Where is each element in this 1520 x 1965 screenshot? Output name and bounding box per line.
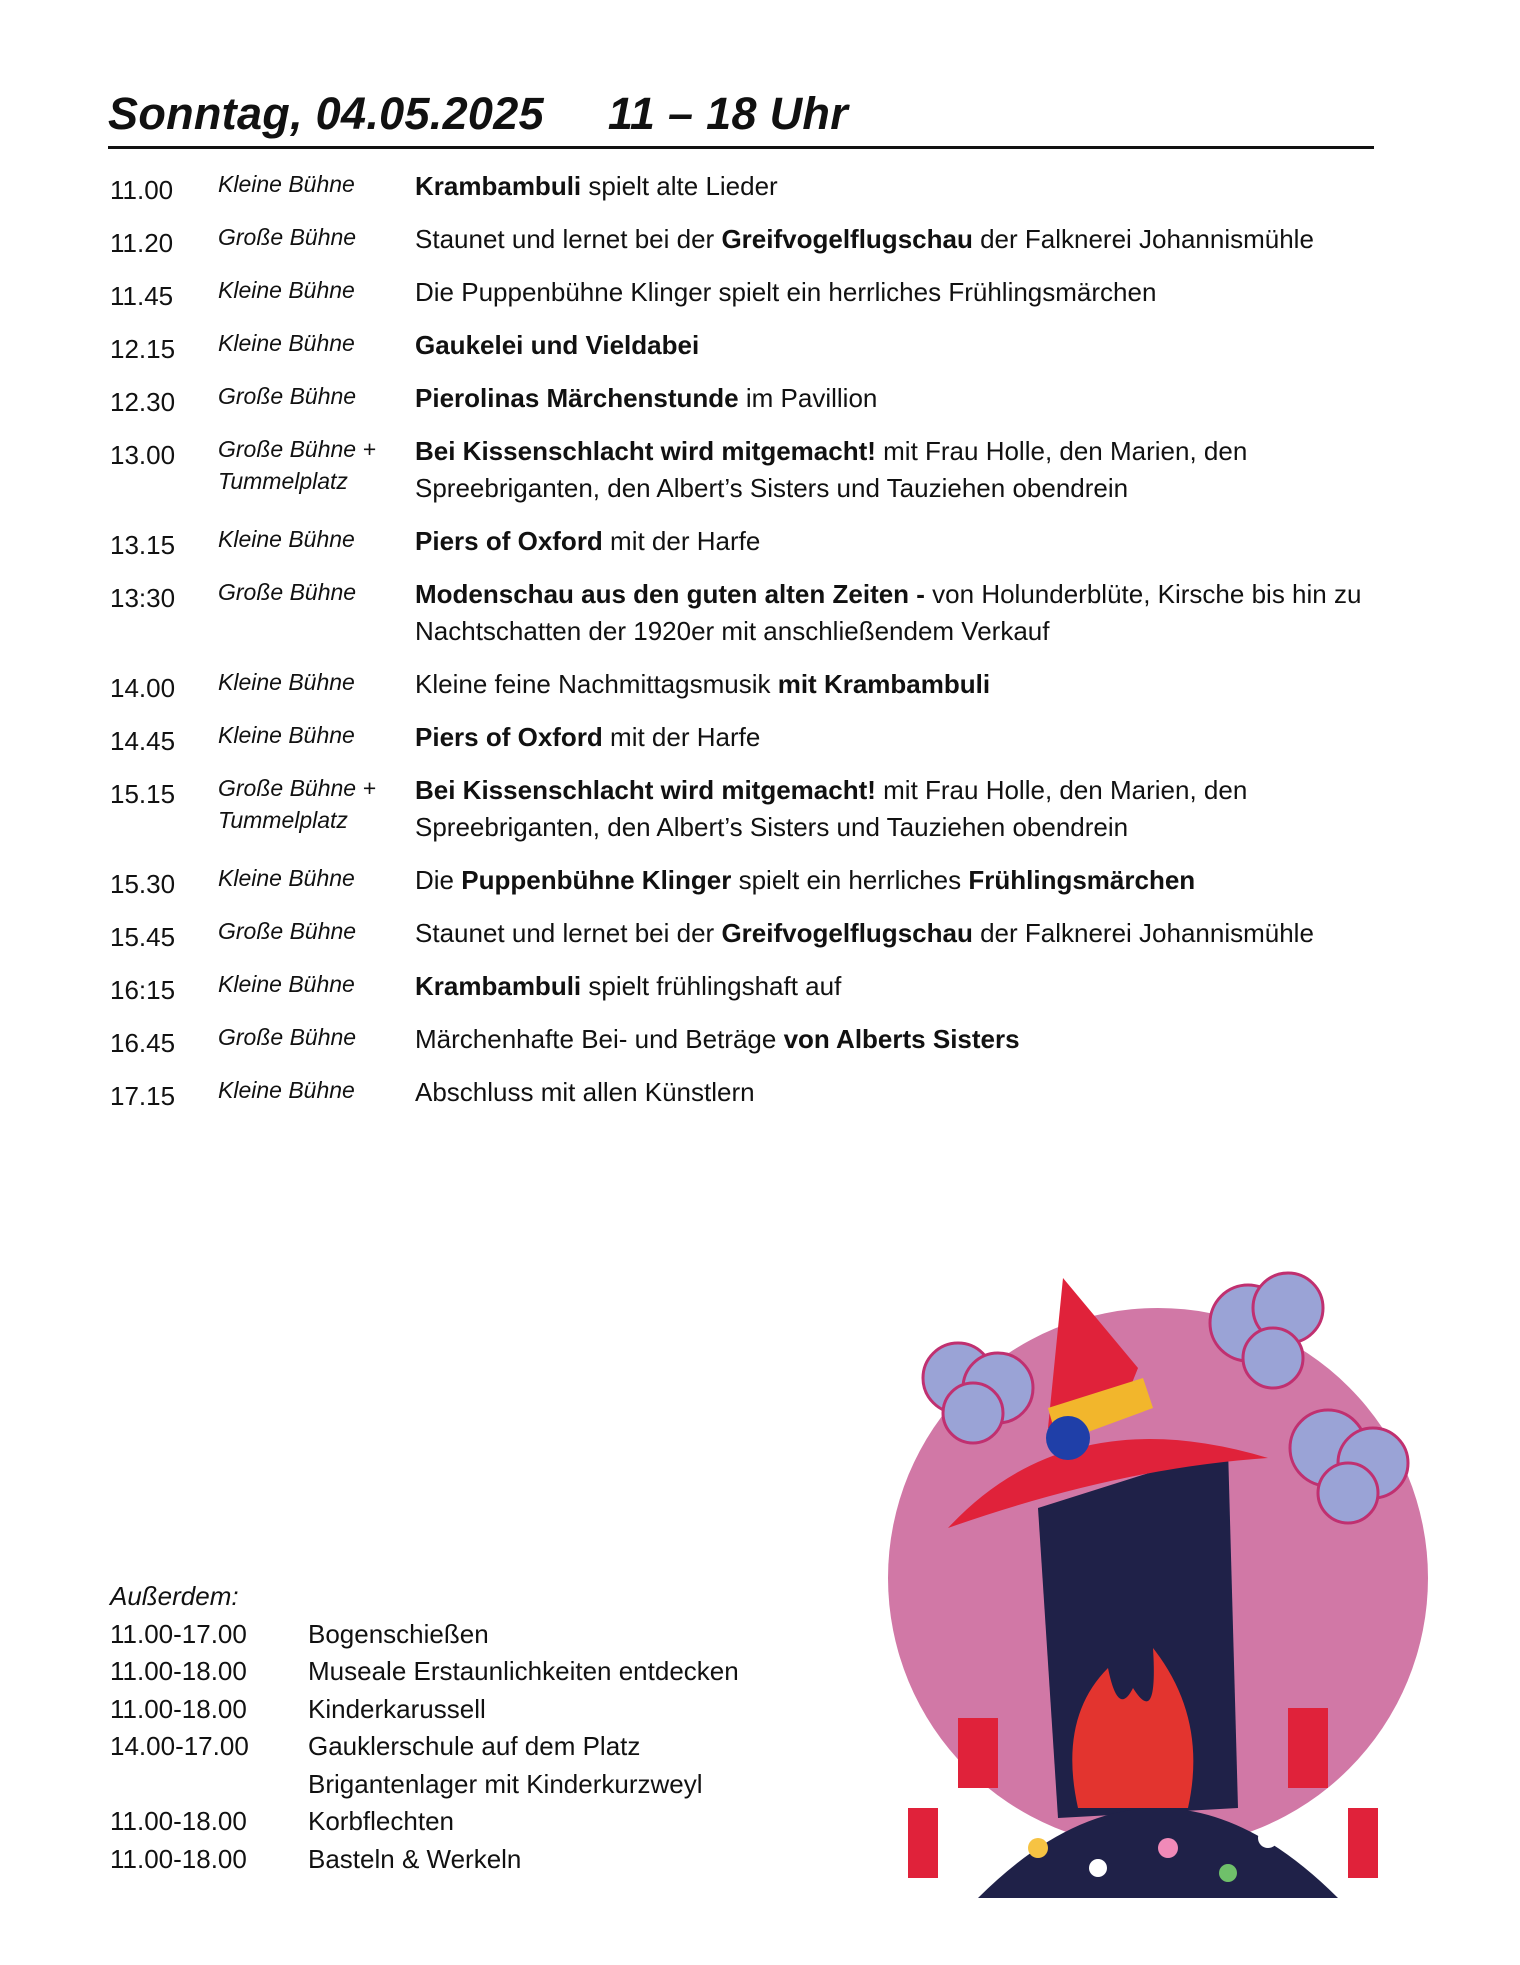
description-part: Die Puppenbühne Klinger spielt ein herrliches Frühlingsmärchen bbox=[415, 277, 1157, 307]
schedule-row bbox=[110, 221, 1430, 258]
extras-time: 14.00-17.00 bbox=[110, 1731, 249, 1761]
schedule-time: 16.45 bbox=[110, 1028, 176, 1058]
extras-row bbox=[110, 1841, 830, 1879]
description-part: Frühlingsmärchen bbox=[968, 865, 1196, 895]
extras-activity: Gauklerschule auf dem Platz bbox=[308, 1731, 641, 1761]
schedule-row bbox=[110, 1021, 1430, 1058]
description-part: Krambambuli bbox=[415, 171, 582, 201]
schedule-description bbox=[415, 915, 1415, 952]
schedule-stage: Große Bühne + Tummelplatz bbox=[218, 775, 376, 833]
schedule-description bbox=[415, 772, 1415, 846]
extras-activity: Kinderkarussell bbox=[308, 1693, 486, 1724]
schedule-time: 17.15 bbox=[110, 1081, 176, 1111]
schedule-row bbox=[110, 380, 1430, 417]
description-part: der Falknerei Johannismühle bbox=[972, 918, 1314, 948]
schedule-stage: Große Bühne bbox=[218, 224, 357, 250]
extras-time: 11.00-18.00 bbox=[110, 1806, 247, 1836]
schedule-row bbox=[110, 719, 1430, 756]
schedule-stage: Große Bühne bbox=[218, 1024, 357, 1050]
schedule-description bbox=[415, 274, 1415, 311]
schedule-time: 12.30 bbox=[110, 387, 176, 417]
schedule-stage: Kleine Bühne bbox=[218, 330, 355, 356]
flower-hill bbox=[978, 1808, 1338, 1898]
extras-activity: Basteln & Werkeln bbox=[308, 1843, 522, 1874]
description-part: spielt frühlingshaft auf bbox=[581, 971, 842, 1001]
schedule-description bbox=[415, 433, 1415, 507]
schedule-row bbox=[110, 862, 1430, 899]
schedule-stage: Kleine Bühne bbox=[218, 171, 355, 197]
schedule-description bbox=[415, 666, 1415, 703]
extras-row bbox=[110, 1653, 830, 1691]
schedule-stage: Kleine Bühne bbox=[218, 526, 355, 552]
schedule-description bbox=[415, 380, 1415, 417]
description-part: der Falknerei Johannismühle bbox=[972, 224, 1314, 254]
schedule-stage: Kleine Bühne bbox=[218, 277, 355, 303]
schedule-time: 11.45 bbox=[110, 281, 174, 311]
description-part: Piers of Oxford bbox=[415, 722, 603, 752]
schedule-time: 15.15 bbox=[110, 779, 176, 809]
schedule-row bbox=[110, 915, 1430, 952]
schedule-description bbox=[415, 1074, 1415, 1111]
schedule-row bbox=[110, 523, 1430, 560]
schedule-stage: Große Bühne + Tummelplatz bbox=[218, 436, 376, 494]
description-part: spielt alte Lieder bbox=[581, 171, 778, 201]
schedule-time: 13:30 bbox=[110, 583, 176, 613]
extras-activity: Korbflechten bbox=[308, 1806, 454, 1836]
description-part: mit der Harfe bbox=[602, 526, 761, 556]
extras-activity: Museale Erstaunlichkeiten entdecken bbox=[308, 1656, 739, 1686]
extras-time: 11.00-18.00 bbox=[110, 1693, 247, 1724]
extras-time: 11.00-18.00 bbox=[110, 1656, 247, 1686]
extras-list bbox=[110, 1616, 830, 1879]
description-part: spielt ein herrliches bbox=[731, 865, 969, 895]
schedule-stage: Kleine Bühne bbox=[218, 722, 355, 748]
schedule-stage: Große Bühne bbox=[218, 579, 357, 605]
schedule-row bbox=[110, 274, 1430, 311]
schedule-row bbox=[110, 666, 1430, 703]
schedule-description bbox=[415, 168, 1415, 205]
description-part: Staunet und lernet bei der bbox=[415, 224, 722, 254]
schedule-time: 13.00 bbox=[110, 440, 176, 470]
schedule-description bbox=[415, 221, 1415, 258]
schedule-list bbox=[110, 168, 1430, 1127]
description-part: mit Frau Holle, den Marien, den Spreebriganten, den Albert’s Sisters und Tauziehen obendrein bbox=[415, 775, 1248, 842]
schedule-row bbox=[110, 327, 1430, 364]
description-part: Die bbox=[415, 865, 462, 895]
schedule-description bbox=[415, 523, 1415, 560]
schedule-time: 15.30 bbox=[110, 869, 176, 899]
description-part: Krambambuli bbox=[415, 971, 582, 1001]
description-part: mit Krambambuli bbox=[777, 669, 991, 699]
description-part: Piers of Oxford bbox=[415, 526, 603, 556]
title-hours: 11 – 18 Uhr bbox=[607, 88, 849, 139]
description-part: Märchenhafte Bei- und Beträge bbox=[415, 1024, 784, 1054]
schedule-description bbox=[415, 968, 1415, 1005]
schedule-row bbox=[110, 1074, 1430, 1111]
schedule-description bbox=[415, 1021, 1415, 1058]
schedule-stage: Kleine Bühne bbox=[218, 669, 355, 695]
schedule-stage: Kleine Bühne bbox=[218, 1077, 355, 1103]
description-part: von Alberts Sisters bbox=[783, 1024, 1020, 1054]
extras-section bbox=[110, 1578, 830, 1878]
extras-time bbox=[110, 1766, 308, 1804]
description-part: im Pavillion bbox=[738, 383, 878, 413]
schedule-row bbox=[110, 772, 1430, 846]
schedule-time: 14.45 bbox=[110, 726, 176, 756]
schedule-row bbox=[110, 168, 1430, 205]
description-part: mit Frau Holle, den Marien, den Spreebriganten, den Albert’s Sisters und Tauziehen obendrein bbox=[415, 436, 1248, 503]
title-date: Sonntag, 04.05.2025 bbox=[108, 88, 544, 139]
extras-time: 11.00-17.00 bbox=[110, 1618, 247, 1649]
schedule-stage: Große Bühne bbox=[218, 383, 357, 409]
schedule-time: 14.00 bbox=[110, 673, 176, 703]
page-title bbox=[108, 86, 1374, 149]
description-part: Greifvogelflugschau bbox=[721, 224, 973, 254]
description-part: Puppenbühne Klinger bbox=[461, 865, 732, 895]
schedule-time: 13.15 bbox=[110, 530, 176, 560]
schedule-row bbox=[110, 433, 1430, 507]
schedule-time: 12.15 bbox=[110, 334, 176, 364]
extras-activity: Bogenschießen bbox=[308, 1618, 489, 1649]
description-part: von Holunderblüte, Kirsche bis hin zu Nachtschatten der 1920er mit anschließendem Verkauf bbox=[415, 579, 1362, 646]
description-part: Staunet und lernet bei der bbox=[415, 918, 722, 948]
description-part: mit der Harfe bbox=[602, 722, 761, 752]
extras-heading: Außerdem: bbox=[110, 1581, 239, 1611]
extras-row bbox=[110, 1691, 830, 1729]
schedule-time: 11.00 bbox=[110, 175, 174, 205]
description-part: Kleine feine Nachmittagsmusik bbox=[415, 669, 778, 699]
schedule-time: 11.20 bbox=[110, 228, 174, 258]
extras-time: 11.00-18.00 bbox=[110, 1843, 247, 1874]
schedule-description bbox=[415, 576, 1415, 650]
extras-row bbox=[110, 1803, 830, 1841]
description-part: Bei Kissenschlacht wird mitgemacht! bbox=[415, 436, 876, 466]
description-part: Modenschau aus den guten alten Zeiten - bbox=[415, 579, 925, 609]
description-part: Abschluss mit allen Künstlern bbox=[415, 1077, 755, 1107]
description-part: Greifvogelflugschau bbox=[721, 918, 973, 948]
extras-row bbox=[110, 1616, 830, 1654]
schedule-stage: Kleine Bühne bbox=[218, 971, 355, 997]
schedule-description bbox=[415, 862, 1415, 899]
schedule-description bbox=[415, 719, 1415, 756]
extras-row bbox=[110, 1728, 830, 1766]
extras-activity: Brigantenlager mit Kinderkurzweyl bbox=[308, 1768, 703, 1799]
description-part: Bei Kissenschlacht wird mitgemacht! bbox=[415, 775, 876, 805]
schedule-stage: Kleine Bühne bbox=[218, 865, 355, 891]
witch-tower-illustration bbox=[868, 1248, 1438, 1898]
schedule-row bbox=[110, 576, 1430, 650]
extras-row bbox=[110, 1766, 830, 1804]
schedule-description bbox=[415, 327, 1415, 364]
schedule-time: 15.45 bbox=[110, 922, 176, 952]
schedule-row bbox=[110, 968, 1430, 1005]
description-part: Gaukelei und Vieldabei bbox=[415, 330, 700, 360]
schedule-stage: Große Bühne bbox=[218, 918, 357, 944]
description-part: Pierolinas Märchenstunde bbox=[415, 383, 739, 413]
schedule-time: 16:15 bbox=[110, 975, 176, 1005]
